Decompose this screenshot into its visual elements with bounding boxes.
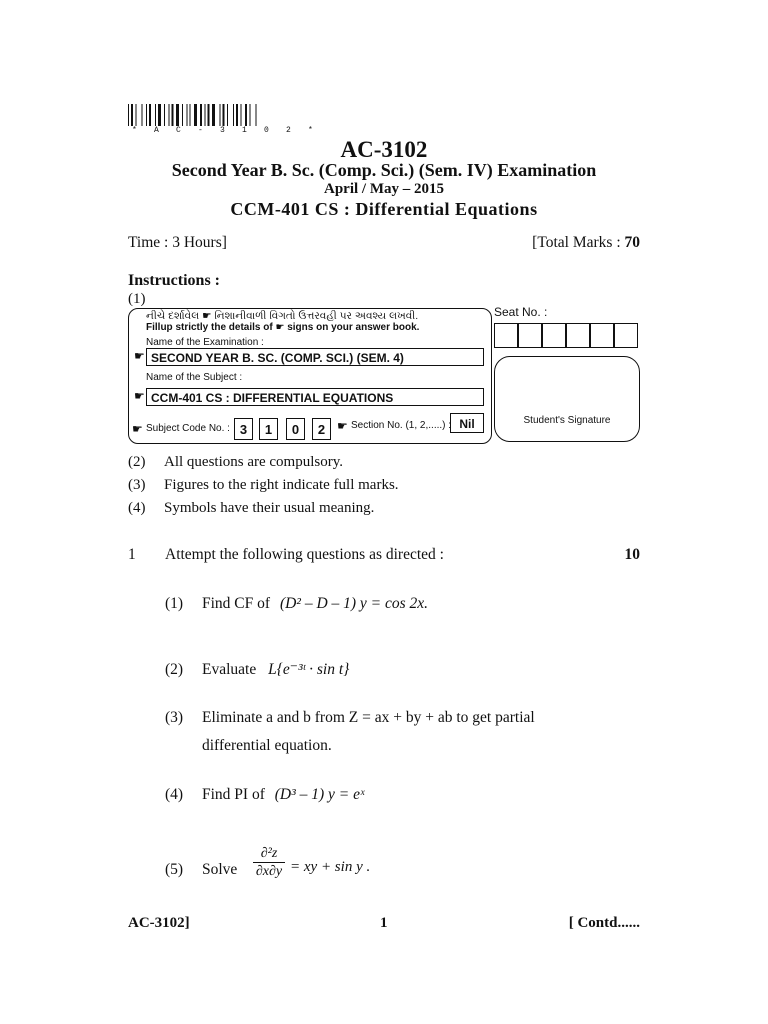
fraction-numerator: ∂²z [253, 846, 285, 863]
sub-question [165, 786, 364, 804]
seat-no-box [590, 323, 614, 348]
barcode-bar [194, 104, 197, 126]
instruction-item [128, 454, 343, 471]
barcode-bar [128, 104, 129, 126]
instruction-number: (4) [128, 500, 146, 516]
footer-code: AC-3102] [128, 915, 190, 931]
barcode-bar [190, 104, 191, 126]
sub-question-math: (D³ – 1) y = eˣ [274, 786, 365, 803]
instruction-text: Figures to the right indicate full marks. [164, 477, 399, 493]
seat-no-box [614, 323, 638, 348]
question-number: 1 [128, 546, 136, 563]
instruction-text: Symbols have their usual meaning. [164, 500, 375, 516]
barcode-text: * A C - 3 1 0 2 * [132, 126, 320, 135]
paper-code: AC-3102 [340, 137, 428, 162]
seat-no-box [518, 323, 542, 348]
total-marks-value: 70 [624, 234, 640, 251]
signature-box [494, 356, 640, 442]
barcode-bar [176, 104, 179, 126]
gujarati-instruction: નીચે દર્શાવેલ ☛ નિશાનીવાળી વિગતો ઉત્તરવહી પર અવશ્ય લખવી. [146, 310, 419, 322]
question-marks: 10 [624, 546, 640, 563]
barcode-bar [142, 104, 143, 126]
sub-question-text: Solve [202, 861, 238, 878]
subject-code-digit: 1 [259, 418, 278, 440]
continued-label: [ Contd...... [568, 915, 640, 931]
barcode-bar [250, 104, 251, 126]
sub-question-text: Find CF of [202, 595, 271, 612]
sub-question [165, 861, 237, 879]
instruction-item [128, 500, 374, 517]
sub-question [165, 660, 349, 679]
barcode-bar [149, 104, 151, 126]
subject-title: CCM-401 CS : Differential Equations [230, 199, 538, 219]
instruction-1-number: (1) [128, 291, 146, 307]
question-text: Attempt the following questions as directed : [165, 546, 444, 563]
sub-question-text: Eliminate a and b from Z = ax + by + ab to get partial [202, 709, 535, 726]
seat-no-box [494, 323, 518, 348]
barcode-bar [212, 104, 215, 126]
section-value: Nil [450, 413, 484, 433]
seat-no-box [566, 323, 590, 348]
barcode-bar [200, 104, 202, 126]
fraction-denominator: ∂x∂y [255, 864, 283, 879]
total-marks-label: [Total Marks : [532, 234, 625, 251]
instruction-item [128, 477, 399, 494]
sub-question [165, 595, 428, 613]
barcode-bar [223, 104, 225, 126]
sub-question-number: (5) [165, 861, 184, 878]
english-instruction: Fillup strictly the details of ☛ signs on your answer book. [146, 322, 420, 333]
instruction-text: All questions are compulsory. [164, 454, 343, 470]
section-label: Section No. (1, 2,.....) : [351, 420, 452, 431]
sub-question-math: L{e⁻³ᵗ · sin t} [268, 661, 350, 678]
barcode-bar [136, 104, 137, 126]
signature-label: Student's Signature [523, 415, 611, 426]
exam-name-field: SECOND YEAR B. SC. (COMP. SCI.) (SEM. 4) [146, 348, 484, 366]
time-label: Time : 3 Hours] [128, 234, 227, 251]
pointer-icon: ☛ [134, 389, 145, 403]
pointer-icon: ☛ [337, 419, 348, 433]
barcode-bar [236, 104, 238, 126]
barcode-bar [205, 104, 206, 126]
subject-code-digit: 2 [312, 418, 331, 440]
barcode-bar [131, 104, 133, 126]
barcode-bar [146, 104, 147, 126]
barcode-bar [172, 104, 174, 126]
page-number: 1 [380, 915, 388, 931]
instruction-number: (2) [128, 454, 146, 470]
sub-question-number: (4) [165, 786, 184, 803]
barcode-bar [233, 104, 234, 126]
exam-name-label: Name of the Examination : [146, 337, 264, 348]
barcode-bar [256, 104, 257, 126]
sub-question-continuation: differential equation. [202, 737, 332, 754]
subject-name-label: Name of the Subject : [146, 372, 243, 383]
barcode-bar [155, 104, 156, 126]
barcode-bar [169, 104, 170, 126]
equation-rest: = xy + sin y . [290, 859, 371, 875]
instruction-number: (3) [128, 477, 146, 493]
exam-title: Second Year B. Sc. (Comp. Sci.) (Sem. IV) Examination [171, 160, 597, 180]
barcode-bar [227, 104, 228, 126]
subject-name-field: CCM-401 CS : DIFFERENTIAL EQUATIONS [146, 388, 484, 406]
pointer-icon: ☛ [132, 422, 143, 436]
sub-question-math: (D² – D – 1) y = cos 2x. [279, 595, 429, 612]
subject-code-digit: 3 [234, 418, 253, 440]
sub-question-text: Find PI of [202, 786, 265, 803]
sub-question-number: (2) [165, 661, 184, 678]
barcode-bar [158, 104, 161, 126]
pointer-icon: ☛ [134, 349, 145, 363]
subject-code-digit: 0 [286, 418, 305, 440]
sub-question-text: Evaluate [202, 661, 257, 678]
sub-question-number: (1) [165, 595, 184, 612]
sub-question-number: (3) [165, 709, 184, 726]
barcode-bar [182, 104, 183, 126]
barcode-bar [220, 104, 221, 126]
barcode-bar [208, 104, 210, 126]
barcode [128, 104, 303, 126]
barcode-bar [245, 104, 247, 126]
subject-code-label: Subject Code No. : [146, 423, 230, 434]
exam-session: April / May – 2015 [324, 181, 444, 197]
barcode-bar [241, 104, 242, 126]
seat-no-label: Seat No. : [494, 305, 548, 319]
barcode-bar [187, 104, 188, 126]
sub-question [165, 709, 535, 727]
seat-no-box [542, 323, 566, 348]
total-marks [532, 234, 640, 252]
instructions-heading: Instructions : [128, 272, 221, 289]
barcode-bar [164, 104, 165, 126]
